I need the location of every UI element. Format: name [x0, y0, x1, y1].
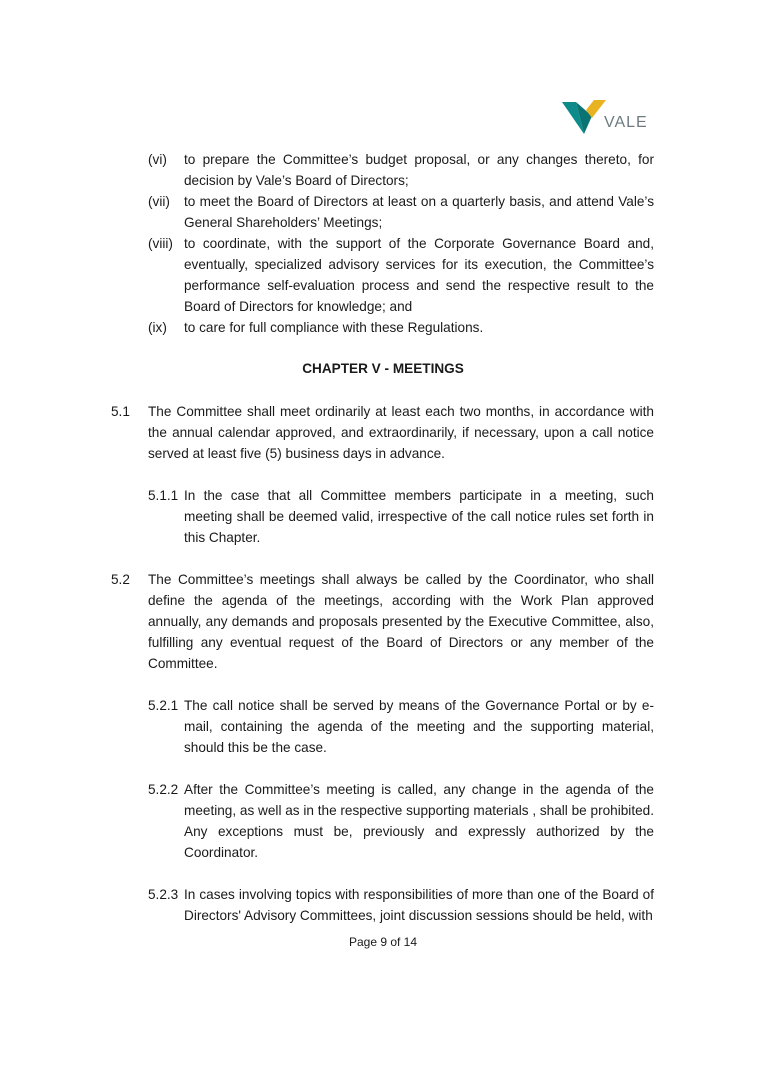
subsection-number: 5.2.2	[148, 782, 179, 797]
item-number: (vii)	[148, 194, 170, 209]
item-number: (viii)	[148, 236, 173, 251]
section-number: 5.1	[111, 404, 130, 419]
subsection-number: 5.1.1	[148, 488, 179, 503]
subsection	[148, 884, 654, 926]
page-footer: Page 9 of 14	[348, 935, 418, 949]
subsection	[148, 695, 654, 758]
subsection-number: 5.2.3	[148, 887, 179, 902]
item-text: to coordinate, with the support of the Corporate Governance Board and, eventually, specialized advisory services for its execution, the Committee’s performance self-evaluation process and send the respective result to the Board of Directors for knowledge; and	[184, 236, 654, 314]
vale-logo-icon	[562, 100, 606, 136]
item-number: (ix)	[148, 320, 167, 335]
section-text: The Committee’s meetings shall always be called by the Coordinator, who shall define the agenda of the meetings, according with the Work Plan approved annually, any demands and proposals presented by the Executive Committee, also, fulfilling any eventual request of the Board of Directors or any member of the Committee.	[148, 572, 654, 671]
item-text: to care for full compliance with these Regulations.	[184, 320, 484, 335]
subsection	[148, 779, 654, 863]
vale-logo-text: VALE	[604, 114, 648, 131]
item-text: to prepare the Committee’s budget proposal, or any changes thereto, for decision by Vale’s Board of Directors;	[184, 152, 654, 188]
item-text: to meet the Board of Directors at least on a quarterly basis, and attend Vale’s General Shareholders’ Meetings;	[184, 194, 654, 230]
vale-logo	[562, 100, 652, 138]
subsection-text: In cases involving topics with responsibilities of more than one of the Board of Directors' Advisory Committees, joint discussion sessions should be held, with	[184, 887, 654, 923]
section-text: The Committee shall meet ordinarily at least each two months, in accordance with the annual calendar approved, and extraordinarily, if necessary, upon a call notice served at least five (5) business days in advance.	[148, 404, 654, 461]
subsection	[148, 485, 654, 548]
subsection-text: The call notice shall be served by means of the Governance Portal or by e-mail, containing the agenda of the meeting and the supporting material, should this be the case.	[184, 698, 654, 755]
item-number: (vi)	[148, 152, 167, 167]
section-number: 5.2	[111, 572, 130, 587]
subsection-text: After the Committee’s meeting is called, any change in the agenda of the meeting, as well as in the respective supporting materials , shall be prohibited. Any exceptions must be, previously and expressly authorized by the Coordinator.	[184, 782, 654, 860]
subsection-number: 5.2.1	[148, 698, 179, 713]
chapter-heading: CHAPTER V - MEETINGS	[302, 361, 464, 376]
subsection-text: In the case that all Committee members participate in a meeting, such meeting shall be deemed valid, irrespective of the call notice rules set forth in this Chapter.	[184, 488, 654, 545]
